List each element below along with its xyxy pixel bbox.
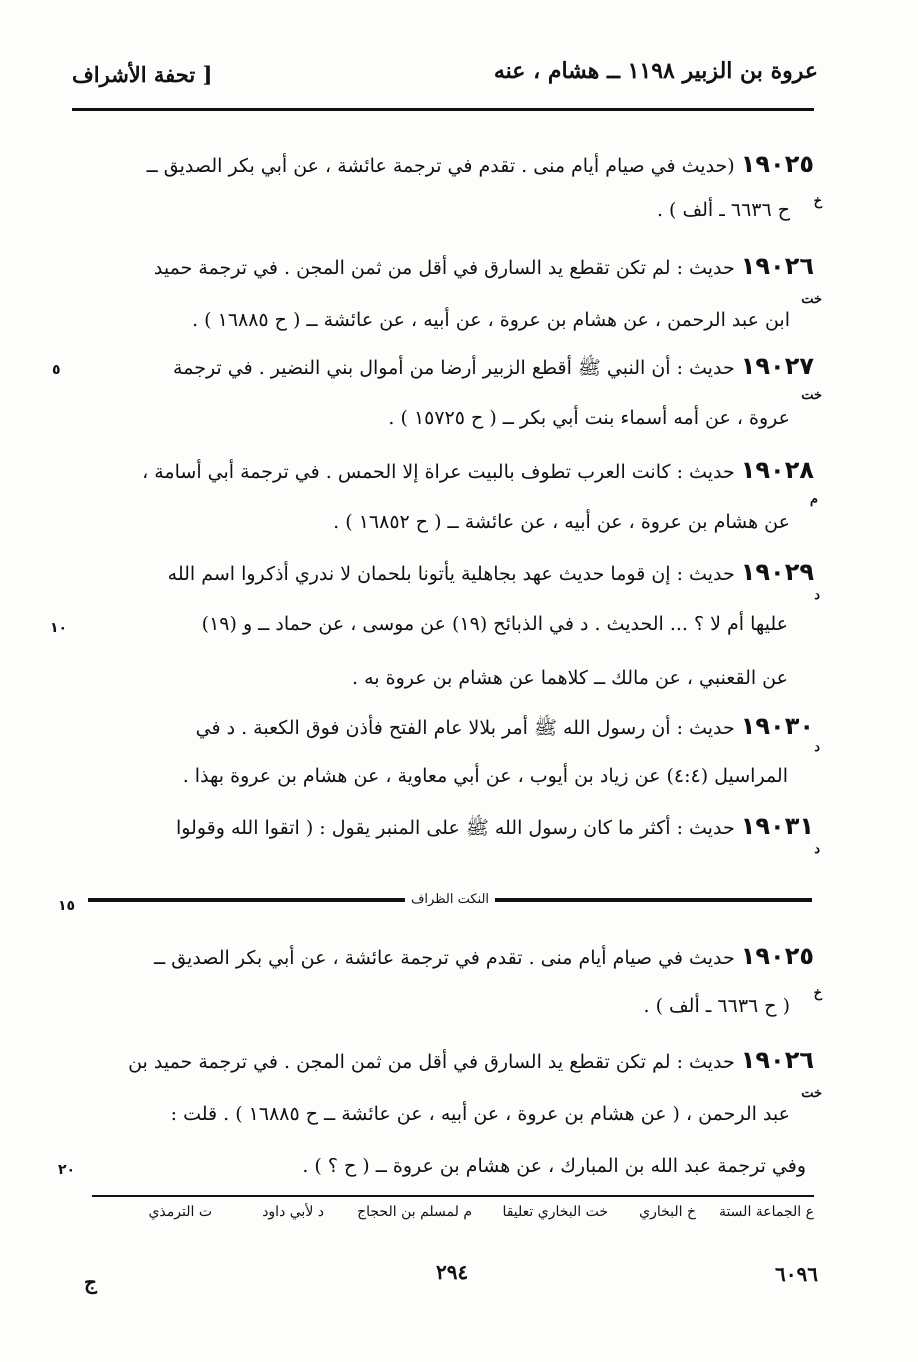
entry-19026-line-2: ابن عبد الرحمن ، عن هشام بن عروة ، عن أبيه ، عن عائشة ــ ( ح ١٦٨٨٥ ) . — [192, 309, 790, 331]
signature-mark: ج — [84, 1270, 97, 1294]
entry-19029-line-3: عن القعنبي ، عن مالك ــ كلاهما عن هشام بن عروة به . — [352, 667, 788, 689]
entry-number: ١٩٠٢٥ — [740, 942, 814, 970]
entry-19028-siglum: م — [809, 492, 818, 507]
line-number-15: ١٥ — [58, 898, 76, 914]
line-number-5: ٥ — [52, 362, 61, 378]
footnote-key-item: ع الجماعة الستة — [718, 1204, 814, 1220]
entry-19029-siglum: د — [814, 588, 820, 603]
entry-19027-line-2: عروة ، عن أمه أسماء بنت أبي بكر ــ ( ح ١٥٧٢٥ ) . — [388, 407, 790, 429]
line-number-10: ١٠ — [50, 620, 68, 636]
entry-19030-line-2: المراسيل (٤:٤) عن زياد بن أيوب ، عن أبي معاوية ، عن هشام بن عروة بهذا . — [182, 765, 788, 787]
footnote-key-item: خ البخاري — [639, 1204, 696, 1220]
footnote-key-item: خت البخاري تعليقا — [502, 1204, 608, 1220]
entry-19031-line-1: ١٩٠٣١ حديث : أكثر ما كان رسول الله ﷺ على المنبر يقول : ( اتقوا الله وقولوا — [175, 812, 814, 840]
footnote-rule — [92, 1195, 814, 1197]
nukat-19026-line-1: ١٩٠٢٦ حديث : لم تكن تقطع يد السارق في أقل من ثمن المجن . في ترجمة حميد بن — [128, 1046, 814, 1074]
entry-number: ١٩٠٢٧ — [740, 352, 814, 380]
entry-number: ١٩٠٣٠ — [740, 712, 814, 740]
volume-code: ٦٠٩٦ — [775, 1262, 818, 1286]
entry-number: ١٩٠٢٥ — [740, 150, 814, 178]
entry-19030-line-1: ١٩٠٣٠ حديث : أن رسول الله ﷺ أمر بلالا عام الفتح فأذن فوق الكعبة . د في — [195, 712, 814, 740]
footnote-key-item: م لمسلم بن الحجاج — [357, 1204, 472, 1220]
nukat-19026-line-3: وفي ترجمة عبد الله بن المبارك ، عن هشام بن عروة ــ ( ح ؟ ) . — [302, 1155, 806, 1177]
entry-19026-siglum: خت — [801, 292, 822, 307]
entry-number: ١٩٠٢٩ — [740, 558, 814, 586]
running-header-title: عروة بن الزبير ١١٩٨ ــ هشام ، عنه — [493, 58, 818, 84]
entry-number: ١٩٠٢٦ — [740, 252, 814, 280]
entry-19025-line-2: ح ٦٦٣٦ ـ ألف ) . — [656, 199, 790, 221]
separator-label: النكت الظراف — [405, 892, 495, 907]
page-number: ٢٩٤ — [436, 1260, 469, 1284]
entry-number: ١٩٠٣١ — [740, 812, 814, 840]
entry-19031-siglum: د — [814, 842, 820, 857]
entry-19027-siglum: خت — [801, 388, 822, 403]
entry-19030-siglum: د — [814, 740, 820, 755]
nukat-19025-line-1: ١٩٠٢٥ حديث في صيام أيام منى . تقدم في ترجمة عائشة ، عن أبي بكر الصديق ــ — [154, 942, 814, 970]
line-number-20: ٢٠ — [58, 1162, 76, 1178]
header-rule — [72, 108, 814, 111]
nukat-19026-line-2: عبد الرحمن ، ( عن هشام بن عروة ، عن أبيه ، عن عائشة ــ ح ١٦٨٨٥ ) . قلت : — [170, 1103, 790, 1125]
book-title: [ تحفة الأشراف — [72, 62, 213, 87]
entry-number: ١٩٠٢٨ — [740, 456, 814, 484]
entry-19028-line-1: ١٩٠٢٨ حديث : كانت العرب تطوف بالبيت عراة إلا الحمس . في ترجمة أبي أسامة ، — [142, 456, 814, 484]
entry-19029-line-2: عليها أم لا ؟ ... الحديث . د في الذبائح (١٩) عن موسى ، عن حماد ــ و (١٩) — [201, 613, 788, 635]
entry-19025-siglum: خ — [813, 194, 822, 209]
footnote-key-item: ت الترمذي — [148, 1204, 212, 1220]
entry-19028-line-2: عن هشام بن عروة ، عن أبيه ، عن عائشة ــ ( ح ١٦٨٥٢ ) . — [333, 511, 790, 533]
nukat-19025-siglum: خ — [813, 986, 822, 1001]
entry-19029-line-1: ١٩٠٢٩ حديث : إن قوما حديث عهد بجاهلية يأتونا بلحمان لا ندري أذكروا اسم الله — [167, 558, 814, 586]
entry-19026-line-1: ١٩٠٢٦ حديث : لم تكن تقطع يد السارق في أقل من ثمن المجن . في ترجمة حميد — [153, 252, 814, 280]
nukat-separator — [88, 892, 812, 914]
nukat-19025-line-2: ( ح ٦٦٣٦ ـ ألف ) . — [643, 995, 790, 1017]
entry-19025-line-1: ١٩٠٢٥ (حديث في صيام أيام منى . تقدم في ترجمة عائشة ، عن أبي بكر الصديق ــ — [146, 150, 814, 178]
entry-19027-line-1: ١٩٠٢٧ حديث : أن النبي ﷺ أقطع الزبير أرضا من أموال بني النضير . في ترجمة — [173, 352, 814, 380]
entry-number: ١٩٠٢٦ — [740, 1046, 814, 1074]
nukat-19026-siglum: خت — [801, 1086, 822, 1101]
footnote-key-item: د لأبي داود — [262, 1204, 324, 1220]
